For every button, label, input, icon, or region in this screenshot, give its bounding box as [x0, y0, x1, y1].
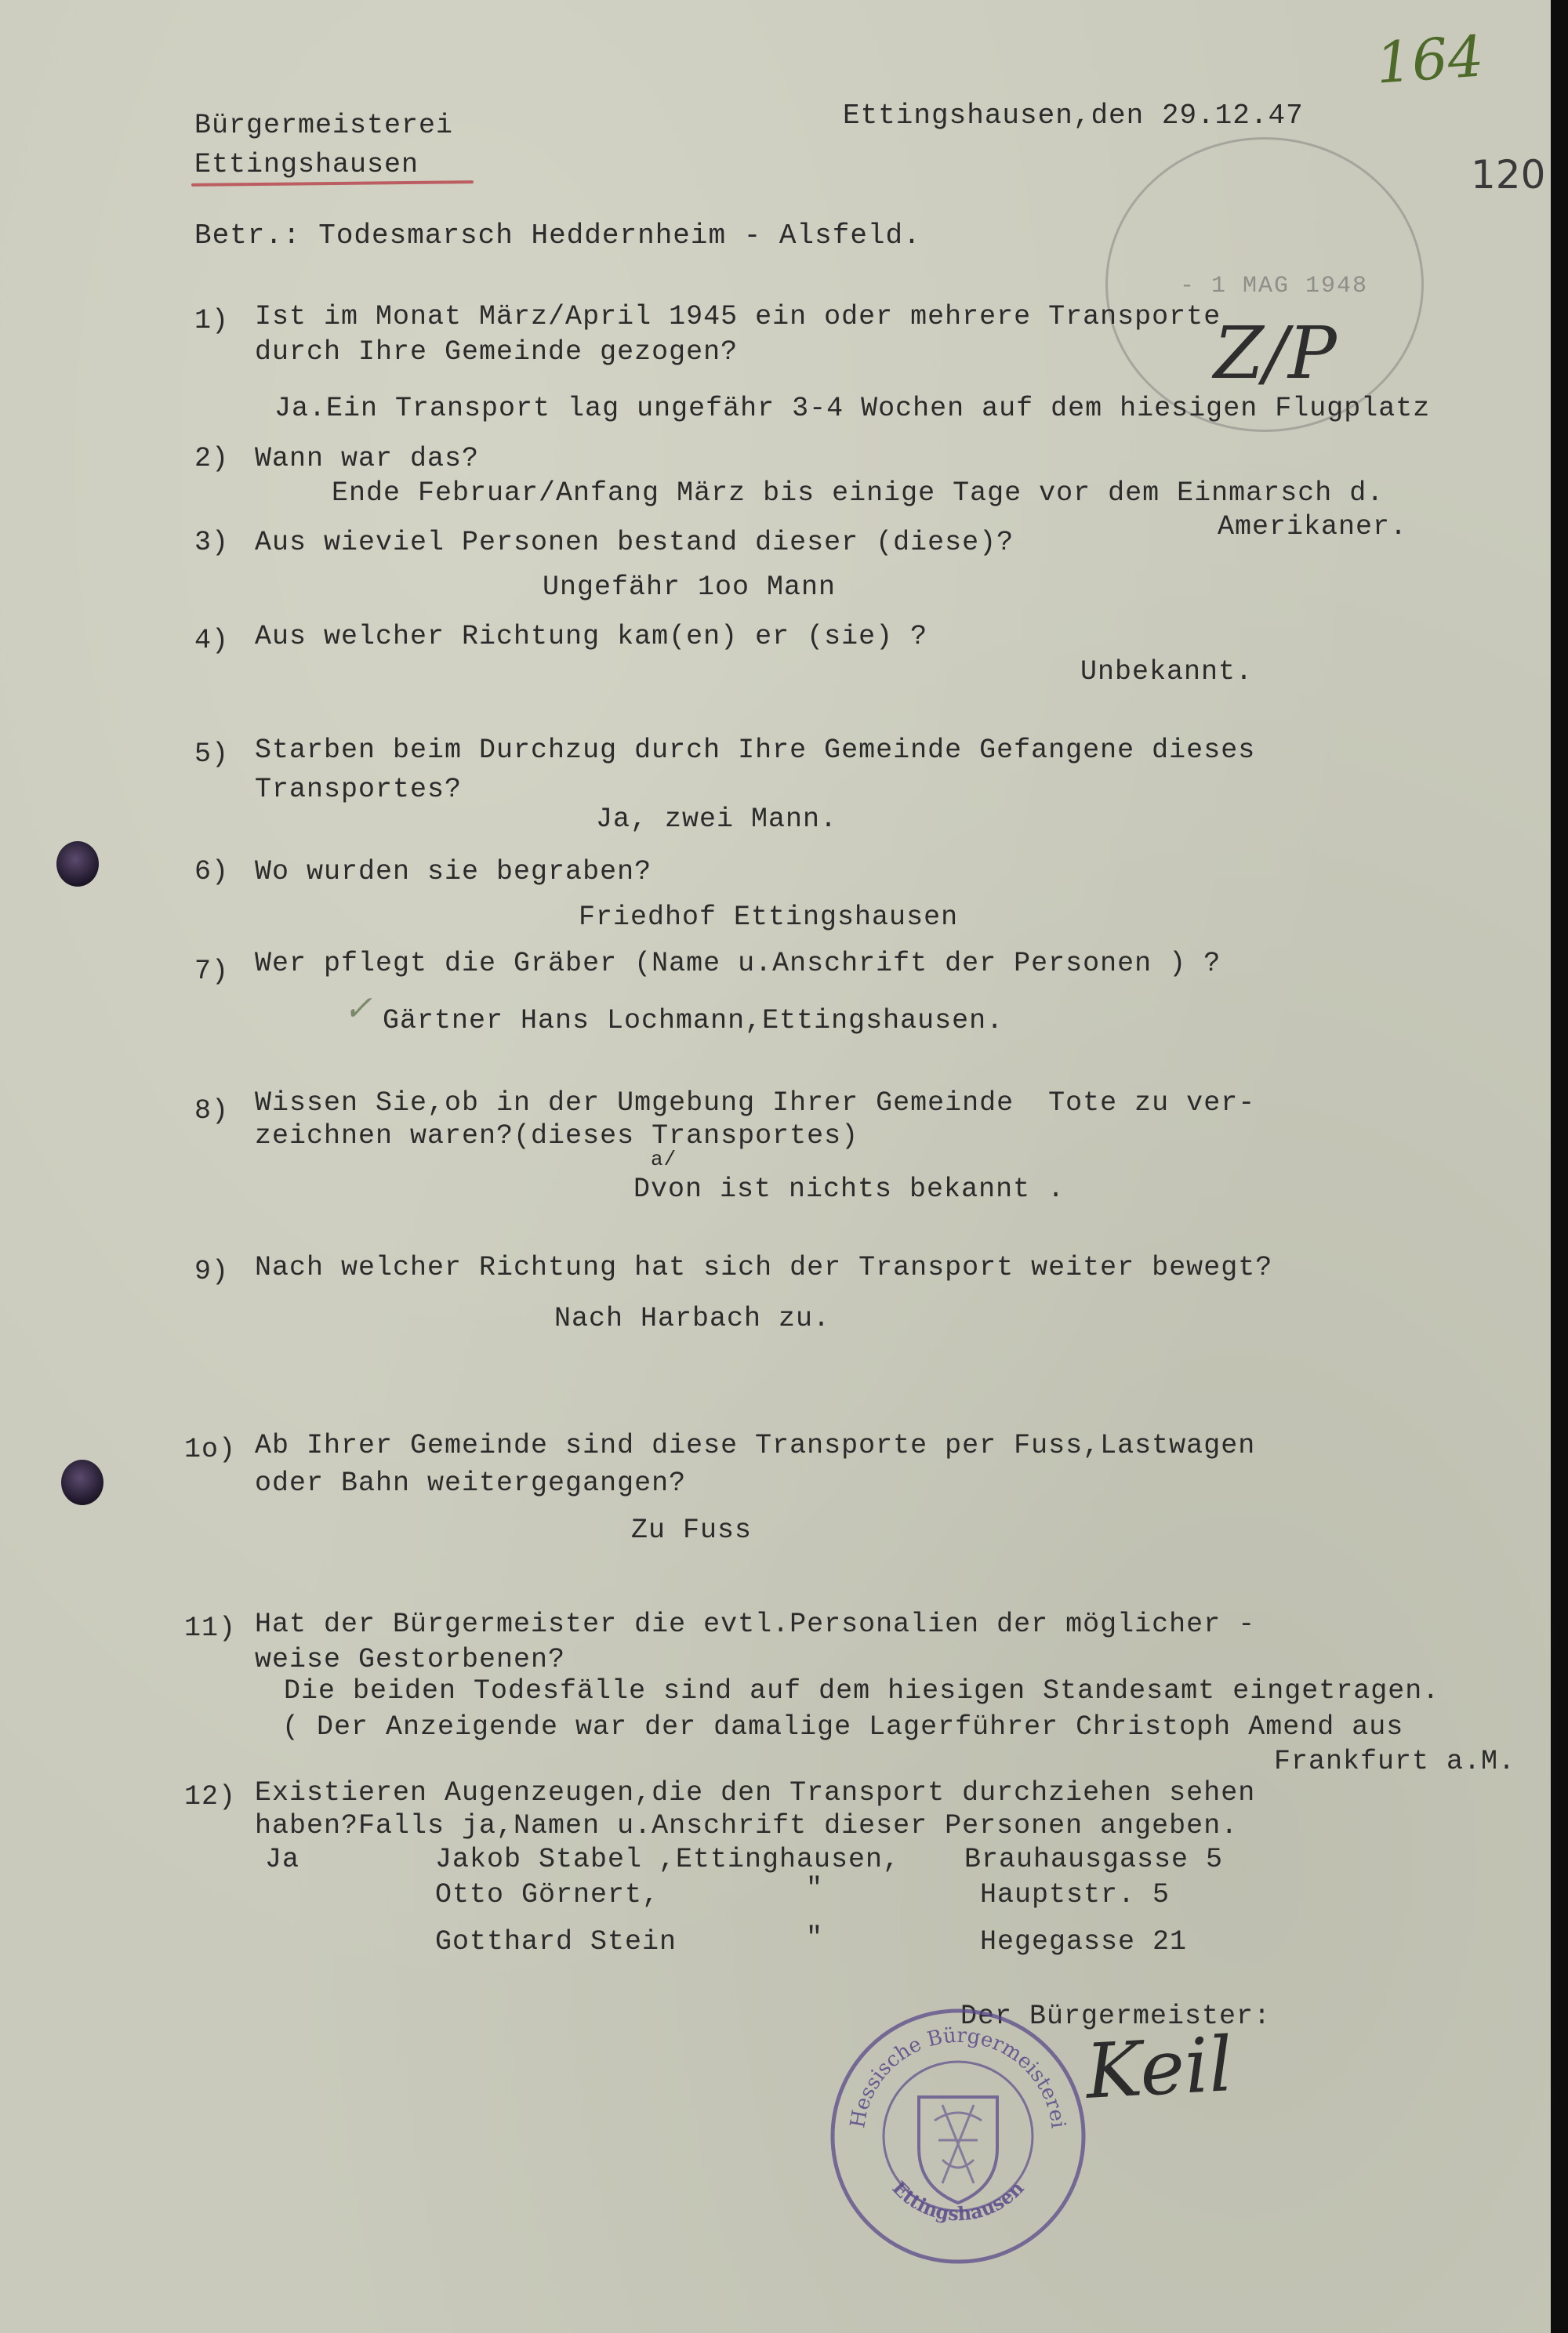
question-11-answer: ( Der Anzeigende war der damalige Lagerführer Christoph Amend aus: [282, 1711, 1404, 1743]
seal-text-top: Hessische Bürgermeisterei: [846, 2023, 1070, 2130]
witness-name: Otto Görnert,: [435, 1879, 660, 1910]
question-8-correction: a/: [651, 1148, 677, 1171]
witness-address: Hauptstr. 5: [980, 1879, 1171, 1910]
question-8-text: zeichnen waren?(dieses Transportes): [255, 1120, 859, 1152]
question-11-text: weise Gestorbenen?: [255, 1644, 566, 1675]
question-9-text: Nach welcher Richtung hat sich der Transport weiter bewegt?: [255, 1252, 1273, 1283]
witness-address: Hegegasse 21: [980, 1926, 1188, 1957]
question-2-answer: Amerikaner.: [1218, 511, 1408, 542]
question-5-text: Starben beim Durchzug durch Ihre Gemeinde Gefangene dieses: [255, 735, 1256, 766]
question-1-number: 1): [194, 305, 230, 336]
folio-number-handwritten: 164: [1374, 23, 1486, 96]
question-8-text: Wissen Sie,ob in der Umgebung Ihrer Gemeinde Tote zu ver-: [255, 1087, 1256, 1119]
question-11-text: Hat der Bürgermeister die evtl.Personalien der möglicher -: [255, 1609, 1256, 1640]
question-2-number: 2): [194, 443, 230, 474]
question-6-text: Wo wurden sie begraben?: [255, 856, 652, 887]
question-2-text: Wann war das?: [255, 443, 480, 474]
check-mark: ✓: [343, 989, 372, 1029]
question-10-number: 1o): [184, 1434, 237, 1465]
question-12-answer: Ja: [265, 1844, 300, 1875]
question-6-number: 6): [194, 856, 230, 887]
witness-town: ": [806, 1873, 824, 1904]
question-5-text: Transportes?: [255, 774, 463, 805]
question-1-text: Ist im Monat März/April 1945 ein oder mehrere Transporte: [255, 301, 1221, 332]
question-4-text: Aus welcher Richtung kam(en) er (sie) ?: [255, 621, 928, 652]
question-4-answer: Unbekannt.: [1080, 656, 1254, 688]
question-5-answer: Ja, zwei Mann.: [596, 804, 838, 835]
question-2-answer: Ende Februar/Anfang März bis einige Tage vor dem Einmarsch d.: [332, 477, 1385, 509]
question-12-number: 12): [184, 1781, 237, 1812]
question-4-number: 4): [194, 625, 230, 656]
question-1-answer: Ja.Ein Transport lag ungefähr 3-4 Wochen auf dem hiesigen Flugplatz: [274, 393, 1431, 424]
question-3-answer: Ungefähr 1oo Mann: [543, 571, 837, 603]
witness-town: ,Ettinghausen,: [659, 1844, 901, 1875]
subject-line: Betr.: Todesmarsch Heddernheim - Alsfeld.: [194, 220, 921, 252]
witness-name: Gotthard Stein: [435, 1926, 677, 1957]
question-8-answer: Dvon ist nichts bekannt .: [633, 1174, 1065, 1205]
question-1-text: durch Ihre Gemeinde gezogen?: [255, 336, 739, 368]
handwritten-mark: Z/P: [1214, 311, 1337, 395]
question-10-text: Ab Ihrer Gemeinde sind diese Transporte per Fuss,Lastwagen: [255, 1430, 1256, 1461]
red-underline: [191, 180, 474, 187]
question-11-number: 11): [184, 1613, 237, 1644]
question-12-text: Existieren Augenzeugen,die den Transport durchziehen sehen: [255, 1777, 1256, 1809]
authority-line-1: Bürgermeisterei: [194, 110, 454, 141]
question-10-text: oder Bahn weitergegangen?: [255, 1468, 687, 1499]
municipal-seal: [825, 2003, 1091, 2270]
question-8-number: 8): [194, 1095, 230, 1127]
question-7-text: Wer pflegt die Gräber (Name u.Anschrift der Personen ) ?: [255, 948, 1221, 979]
question-3-text: Aus wieviel Personen bestand dieser (diese)?: [255, 527, 1014, 558]
question-11-answer: Die beiden Todesfälle sind auf dem hiesigen Standesamt eingetragen.: [284, 1675, 1440, 1707]
question-6-answer: Friedhof Ettingshausen: [579, 902, 959, 933]
punch-hole: [61, 1460, 103, 1505]
authority-line-2: Ettingshausen: [194, 149, 419, 180]
witness-town: ": [806, 1922, 824, 1954]
witness-address: Brauhausgasse 5: [964, 1844, 1224, 1875]
received-stamp-date: - 1 MAG 1948: [1180, 273, 1369, 299]
question-7-number: 7): [194, 956, 230, 987]
handwritten-signature: Keil: [1083, 2020, 1236, 2116]
place-date: Ettingshausen,den 29.12.47: [843, 100, 1304, 132]
signature-title: Der Bürgermeister:: [960, 2001, 1272, 2032]
question-9-answer: Nach Harbach zu.: [554, 1303, 831, 1334]
seal-text-bottom: Ettingshausen: [887, 2176, 1029, 2226]
question-5-number: 5): [194, 738, 230, 770]
question-9-number: 9): [194, 1256, 230, 1287]
question-12-text: haben?Falls ja,Namen u.Anschrift dieser Personen angeben.: [255, 1810, 1239, 1841]
question-7-answer: Gärtner Hans Lochmann,Ettingshausen.: [383, 1005, 1004, 1036]
page-number: 120: [1471, 152, 1546, 198]
question-10-answer: Zu Fuss: [631, 1515, 753, 1546]
punch-hole: [56, 841, 99, 887]
question-11-answer: Frankfurt a.M.: [1274, 1746, 1516, 1777]
svg-text:Ettingshausen: [887, 2176, 1028, 2225]
question-3-number: 3): [194, 527, 230, 558]
witness-name: Jakob Stabel: [435, 1844, 643, 1875]
